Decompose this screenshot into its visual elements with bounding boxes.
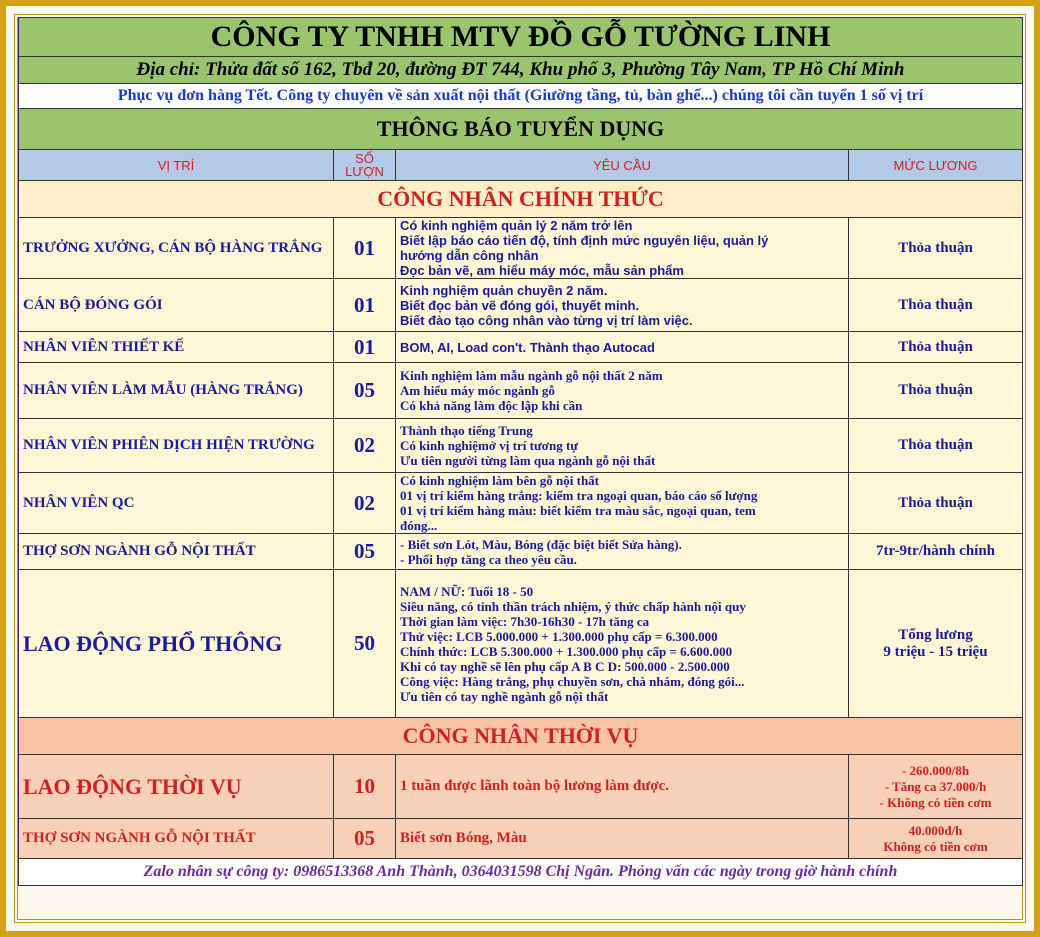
- quantity-cell: 01: [334, 332, 396, 363]
- footer-contact: Zalo nhân sự công ty: 0986513368 Anh Thành, 0364031598 Chị Ngân. Phỏng vấn các ngày trong giờ hành chính: [19, 859, 1023, 886]
- position-cell: TRƯỞNG XƯỞNG, CÁN BỘ HÀNG TRẮNG: [19, 218, 334, 279]
- salary-line: - Tăng ca 37.000/h: [884, 778, 987, 794]
- salary-cell: [849, 534, 1023, 570]
- requirement-line: 01 vị trí kiểm hàng trắng: kiểm tra ngoại quan, báo cáo số lượng: [400, 488, 758, 503]
- table-row: [19, 819, 1023, 859]
- table-row: [19, 570, 1023, 718]
- salary-line: Thỏa thuận: [898, 296, 973, 313]
- requirement-line: Biết lập báo cáo tiến độ, tính định mức nguyên liệu, quản lý: [400, 233, 769, 248]
- position-cell: THỢ SƠN NGÀNH GỖ NỘI THẤT: [19, 819, 334, 859]
- requirements-cell: [396, 473, 849, 534]
- requirement-line: - Biết sơn Lót, Màu, Bóng (đặc biệt biết Sửa hàng).: [400, 536, 682, 552]
- quantity-cell: 05: [334, 363, 396, 419]
- header-position: VỊ TRÍ: [19, 150, 334, 181]
- requirement-line: Kinh nghiệm quản chuyền 2 năm.: [400, 282, 608, 298]
- quantity-cell: 02: [334, 473, 396, 534]
- header-qty: SỐ LƯỢN: [334, 150, 396, 181]
- salary-line: Không có tiền cơm: [883, 838, 988, 854]
- requirements-cell: [396, 419, 849, 473]
- requirements-cell: [396, 570, 849, 718]
- position-cell: THỢ SƠN NGÀNH GỖ NỘI THẤT: [19, 534, 334, 570]
- table-row: [19, 218, 1023, 279]
- quantity-cell: 05: [334, 534, 396, 570]
- quantity-cell: 50: [334, 570, 396, 718]
- requirements-cell: [396, 218, 849, 279]
- position-cell: LAO ĐỘNG PHỔ THÔNG: [19, 570, 334, 718]
- salary-line: 40.000đ/h: [908, 822, 963, 838]
- requirement-line: BOM, AI, Load con't. Thành thạo Autocad: [400, 339, 655, 355]
- header-salary: MỨC LƯƠNG: [849, 150, 1023, 181]
- table-row: [19, 332, 1023, 363]
- salary-line: Tổng lương: [898, 626, 973, 643]
- requirements-cell: Biết sơn Bóng, Màu: [396, 819, 849, 859]
- requirement-line: Khi có tay nghề sẽ lên phụ cấp A B C D: 500.000 - 2.500.000: [400, 658, 730, 674]
- notice-title: THÔNG BÁO TUYỂN DỤNG: [19, 109, 1023, 150]
- quantity-cell: 01: [334, 218, 396, 279]
- requirement-line: đóng...: [400, 518, 438, 533]
- requirement-line: Công việc: Hàng trắng, phụ chuyền sơn, chà nhám, đóng gói...: [400, 673, 745, 689]
- requirement-line: Có kinh nghiệmở vị trí tương tự: [400, 438, 579, 453]
- position-cell: NHÂN VIÊN THIẾT KẾ: [19, 332, 334, 363]
- salary-cell: [849, 419, 1023, 473]
- requirement-line: Biết đọc bản vẽ đóng gói, thuyết minh.: [400, 297, 640, 313]
- salary-cell: [849, 819, 1023, 859]
- salary-cell: [849, 279, 1023, 332]
- requirements-cell: [396, 332, 849, 363]
- requirement-line: Biết đào tạo công nhân vào từng vị trí làm việc.: [400, 312, 693, 328]
- salary-cell: [849, 755, 1023, 819]
- salary-cell: [849, 332, 1023, 363]
- salary-line: 9 triệu - 15 triệu: [883, 643, 988, 660]
- requirement-line: Thành thạo tiếng Trung: [400, 423, 533, 438]
- table-row: [19, 279, 1023, 332]
- salary-cell: [849, 363, 1023, 419]
- requirement-line: NAM / NỮ: Tuổi 18 - 50: [400, 583, 534, 599]
- requirement-line: 01 vị trí kiểm hàng màu: biết kiểm tra màu sắc, ngoại quan, tem: [400, 503, 756, 518]
- table-row: [19, 363, 1023, 419]
- recruitment-table: [18, 17, 1023, 886]
- requirements-cell: [396, 363, 849, 419]
- position-cell: LAO ĐỘNG THỜI VỤ: [19, 755, 334, 819]
- salary-line: Thỏa thuận: [898, 382, 973, 398]
- salary-line: Thỏa thuận: [898, 239, 973, 256]
- position-cell: NHÂN VIÊN QC: [19, 473, 334, 534]
- position-cell: NHÂN VIÊN PHIÊN DỊCH HIỆN TRƯỜNG: [19, 419, 334, 473]
- requirement-line: Ưu tiên người từng làm qua ngành gỗ nội thất: [400, 453, 656, 468]
- quantity-cell: 10: [334, 755, 396, 819]
- table-row: [19, 534, 1023, 570]
- requirement-line: Chính thức: LCB 5.300.000 + 1.300.000 phụ cấp = 6.600.000: [400, 643, 733, 659]
- salary-cell: [849, 570, 1023, 718]
- requirement-line: Thử việc: LCB 5.000.000 + 1.300.000 phụ cấp = 6.300.000: [400, 628, 718, 644]
- company-intro: Phục vụ đơn hàng Tết. Công ty chuyên về sản xuất nội thất (Giường tầng, tủ, bàn ghế...) chúng tôi cần tuyển 1 số vị trí: [19, 84, 1023, 109]
- salary-line: - Không có tiền cơm: [879, 794, 992, 810]
- table-header: [19, 150, 1023, 181]
- requirements-cell: [396, 534, 849, 570]
- salary-line: Thỏa thuận: [898, 338, 973, 355]
- header-requirements: YÊU CẦU: [396, 150, 849, 181]
- quantity-cell: 01: [334, 279, 396, 332]
- salary-line: Thỏa thuận: [898, 437, 973, 453]
- table-row: [19, 473, 1023, 534]
- requirement-line: Am hiểu máy móc ngành gỗ: [400, 383, 555, 398]
- requirement-line: Kinh nghiệm làm mẫu ngành gỗ nội thất 2 năm: [400, 368, 663, 383]
- requirement-line: Có kinh nghiệm làm bên gỗ nội thất: [400, 473, 600, 488]
- table-row: [19, 755, 1023, 819]
- company-name: CÔNG TY TNHH MTV ĐỒ GỖ TƯỜNG LINH: [19, 18, 1023, 57]
- section-seasonal: CÔNG NHÂN THỜI VỤ: [19, 718, 1023, 755]
- requirement-line: Có kinh nghiệm quản lý 2 năm trở lên: [400, 218, 633, 233]
- requirement-line: Thời gian làm việc: 7h30-16h30 - 17h tăng ca: [400, 613, 650, 629]
- position-cell: CÁN BỘ ĐÓNG GÓI: [19, 279, 334, 332]
- table-row: [19, 419, 1023, 473]
- requirement-line: Ưu tiên có tay nghề ngành gỗ nội thất: [400, 688, 609, 704]
- salary-cell: [849, 473, 1023, 534]
- quantity-cell: 05: [334, 819, 396, 859]
- position-cell: NHÂN VIÊN LÀM MẪU (HÀNG TRẮNG): [19, 363, 334, 419]
- quantity-cell: 02: [334, 419, 396, 473]
- salary-cell: [849, 218, 1023, 279]
- section-official: CÔNG NHÂN CHÍNH THỨC: [19, 181, 1023, 218]
- company-address: Địa chỉ: Thửa đất số 162, Tbđ 20, đường ĐT 744, Khu phố 3, Phường Tây Nam, TP Hồ Chí Minh: [19, 57, 1023, 84]
- seasonal-rows: [19, 755, 1023, 859]
- salary-line: - 260.000/8h: [901, 762, 970, 778]
- requirement-line: - Phối hợp tăng ca theo yêu cầu.: [400, 551, 577, 567]
- requirements-cell: 1 tuần được lãnh toàn bộ lương làm được.: [396, 755, 849, 819]
- requirement-line: Đọc bản vẽ, am hiểu máy móc, mẫu sản phẩm: [400, 263, 684, 278]
- requirement-line: Có khả năng làm độc lập khi cần: [400, 398, 583, 413]
- requirement-line: hướng dẫn công nhân: [400, 248, 539, 263]
- official-rows: [19, 218, 1023, 718]
- salary-line: 7tr-9tr/hành chính: [875, 543, 996, 559]
- requirement-line: Siêu năng, có tinh thần trách nhiệm, ý thức chấp hành nội quy: [400, 598, 746, 614]
- salary-line: Thỏa thuận: [898, 494, 973, 511]
- requirements-cell: [396, 279, 849, 332]
